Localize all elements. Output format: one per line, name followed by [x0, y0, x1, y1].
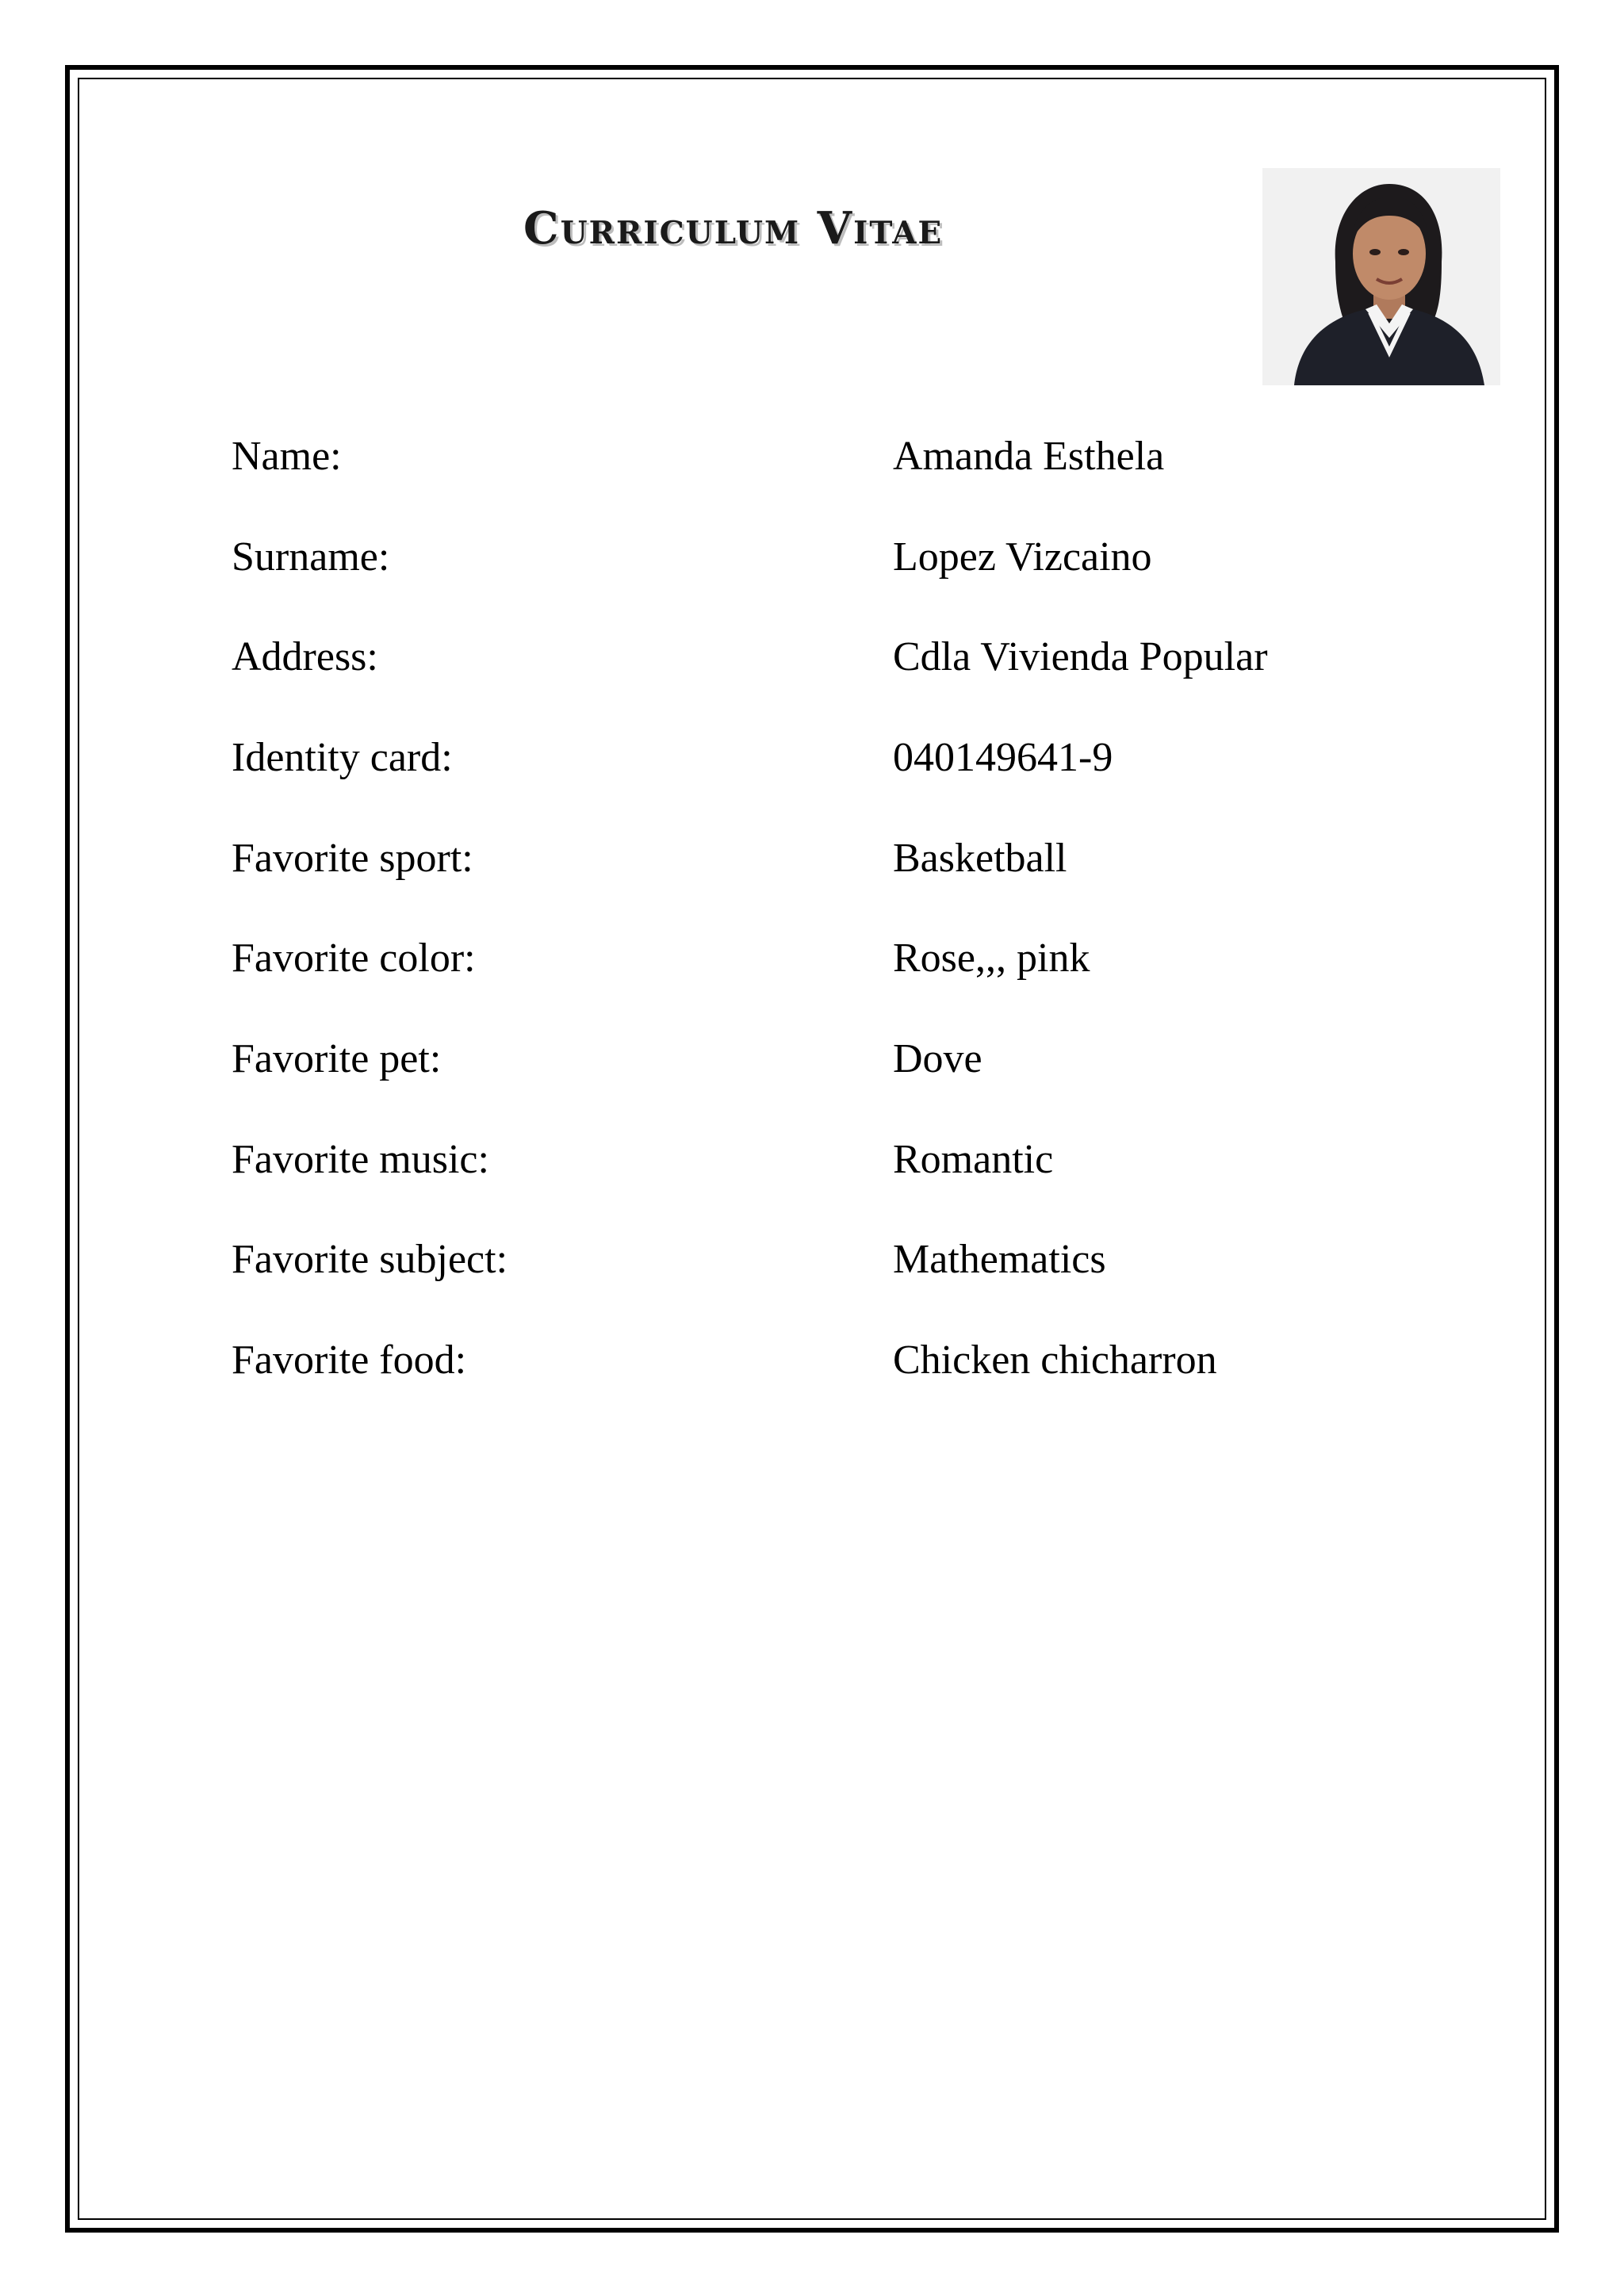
- field-row-surname: [0, 530, 1624, 585]
- field-value: Romantic: [893, 1137, 1054, 1182]
- field-value: Amanda Esthela: [893, 434, 1165, 479]
- field-row-address: [0, 629, 1624, 685]
- field-value: Lopez Vizcaino: [893, 534, 1152, 580]
- field-value: Mathematics: [893, 1237, 1106, 1282]
- field-label: Identity card:: [232, 735, 453, 780]
- field-row-favorite-sport: [0, 831, 1624, 886]
- field-value: Cdla Vivienda Popular: [893, 634, 1268, 679]
- field-value: Chicken chicharron: [893, 1337, 1217, 1383]
- field-label: Favorite subject:: [232, 1237, 508, 1282]
- field-label: Surname:: [232, 534, 390, 580]
- field-value: Basketball: [893, 836, 1067, 881]
- field-label: Address:: [232, 634, 378, 679]
- field-label: Favorite sport:: [232, 836, 473, 881]
- field-label: Name:: [232, 434, 342, 479]
- field-label: Favorite pet:: [232, 1036, 442, 1081]
- field-row-favorite-color: [0, 931, 1624, 986]
- field-value: Dove: [893, 1036, 982, 1081]
- field-label: Favorite music:: [232, 1137, 489, 1182]
- field-row-favorite-food: [0, 1333, 1624, 1388]
- field-row-identity-card: [0, 730, 1624, 786]
- field-row-favorite-pet: [0, 1031, 1624, 1087]
- field-row-name: [0, 429, 1624, 484]
- field-label: Favorite color:: [232, 936, 476, 981]
- field-row-favorite-subject: [0, 1232, 1624, 1288]
- field-value: Rose,,, pink: [893, 936, 1090, 981]
- field-row-favorite-music: [0, 1132, 1624, 1188]
- field-value: 040149641-9: [893, 735, 1113, 780]
- field-label: Favorite food:: [232, 1337, 467, 1383]
- document-title: Curriculum Vitae: [523, 202, 944, 254]
